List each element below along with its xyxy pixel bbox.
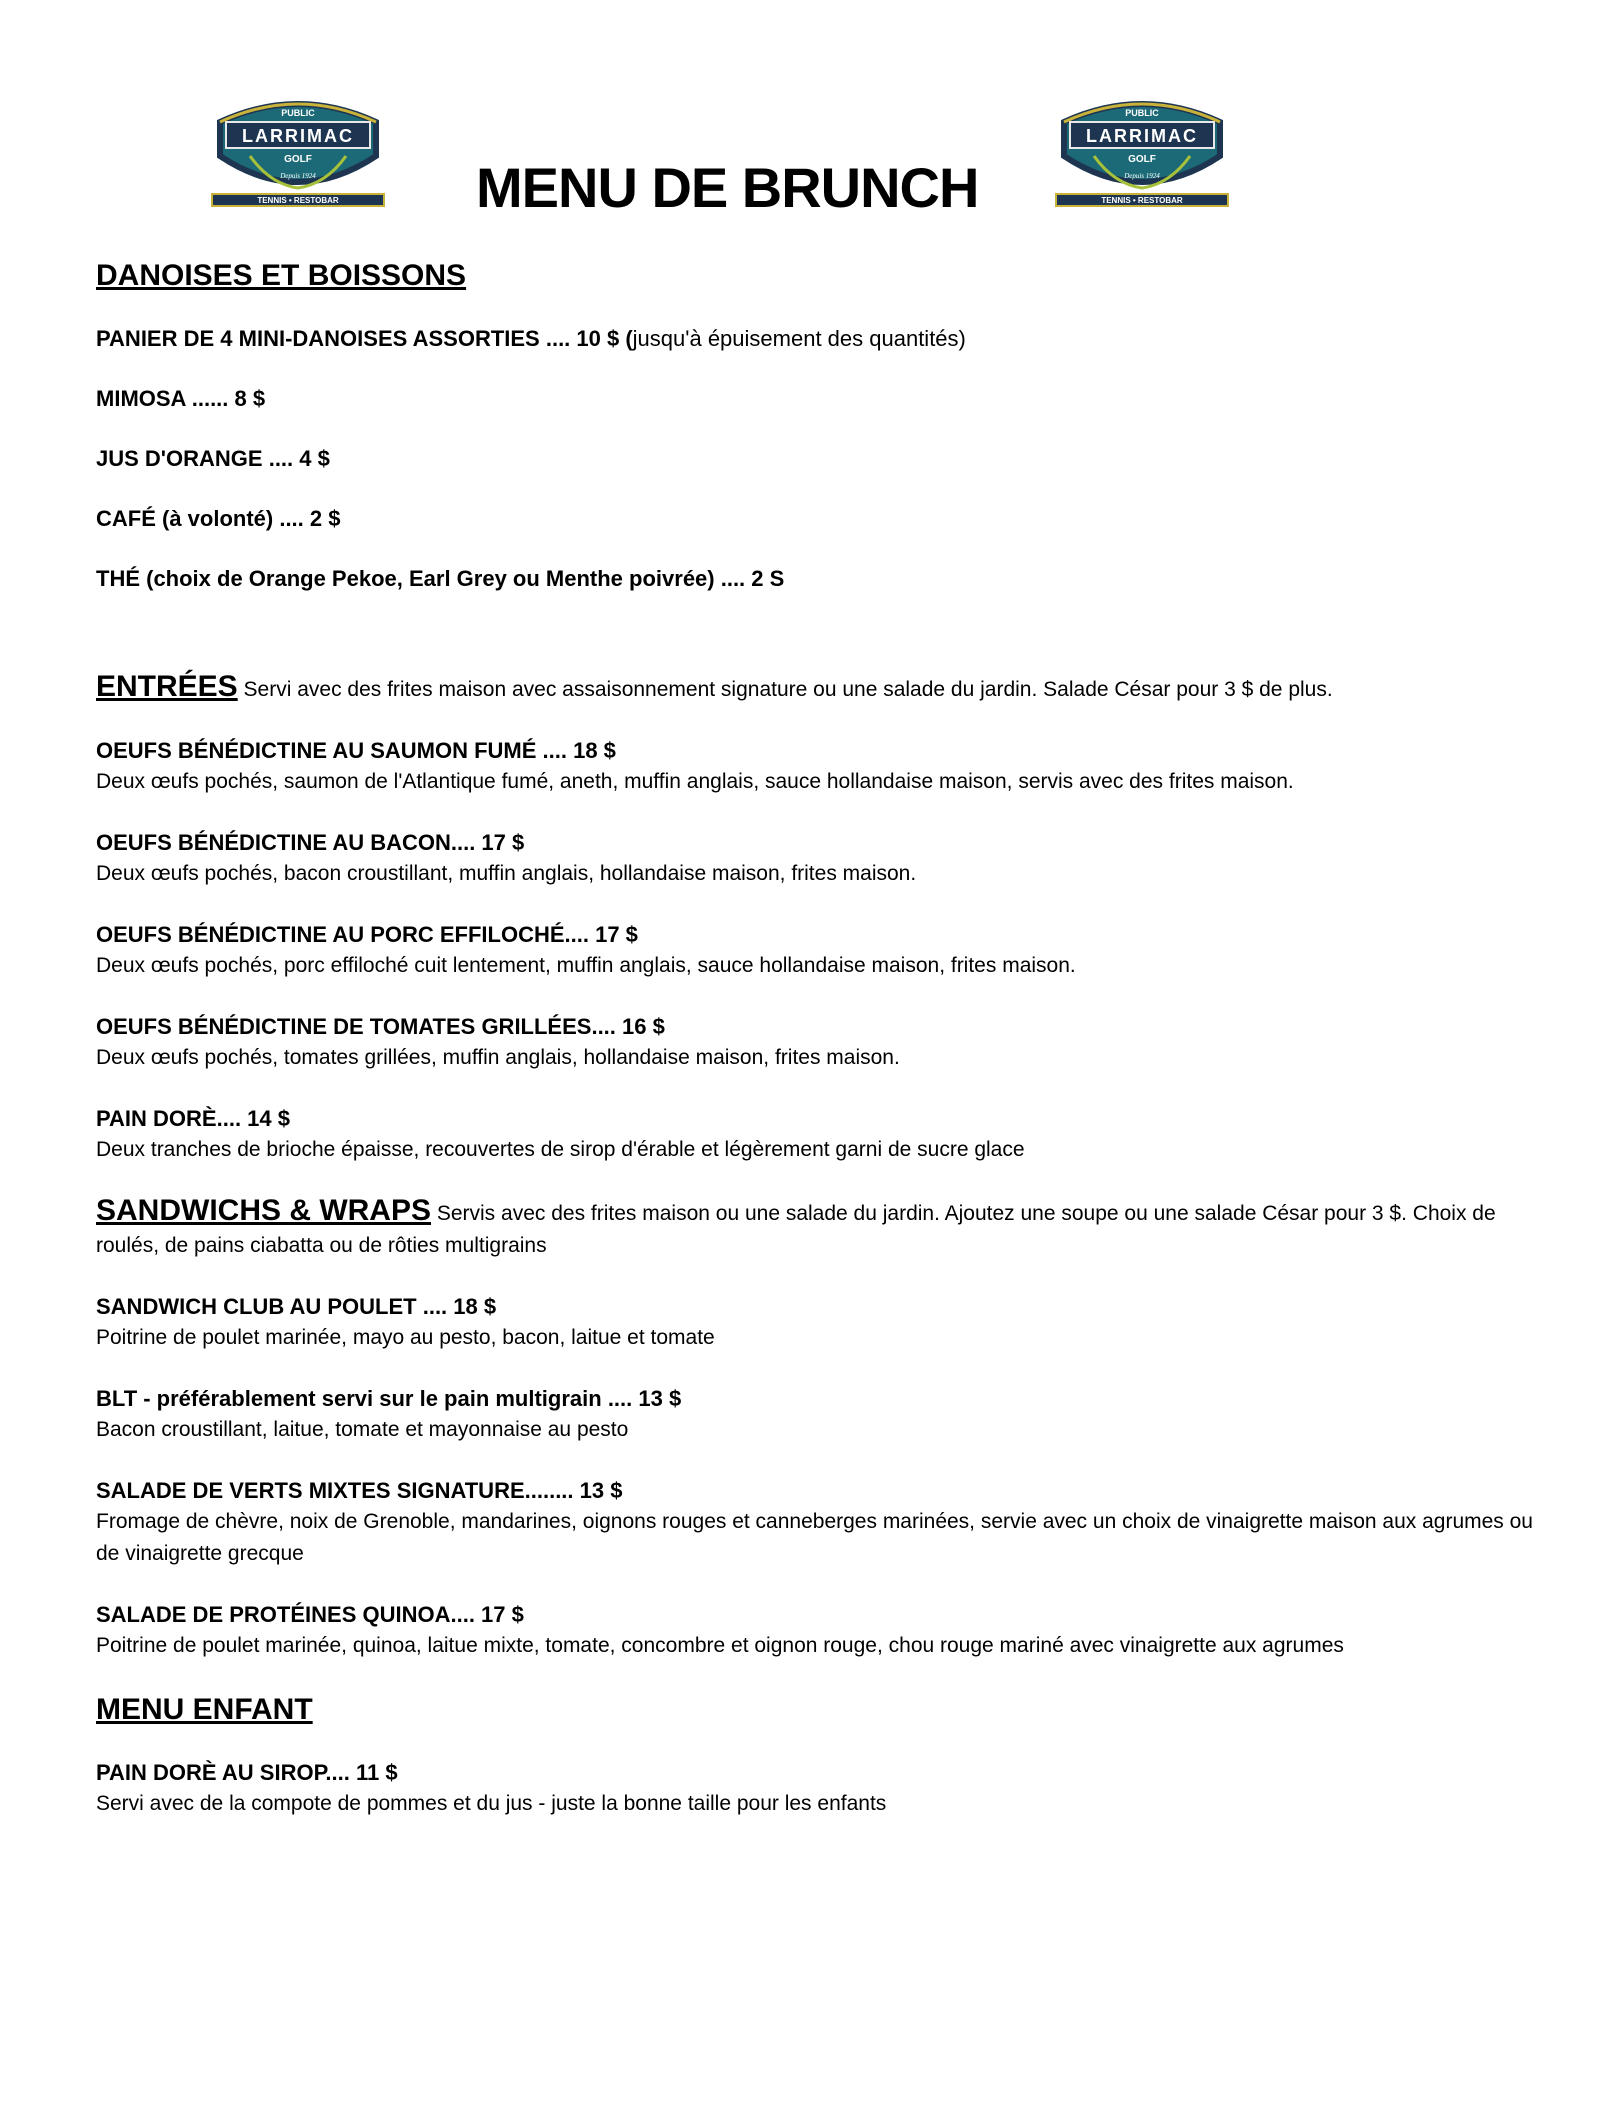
logo-sub-text: GOLF xyxy=(1128,154,1156,165)
section-kids xyxy=(96,1692,1536,1820)
item-description: Bacon croustillant, laitue, tomate et mayonnaise au pesto xyxy=(96,1418,629,1441)
menu-item xyxy=(96,736,1536,798)
logo-top-text: PUBLIC xyxy=(1125,108,1159,118)
item-name: JUS D'ORANGE .... 4 $ xyxy=(96,446,330,471)
item-name: OEUFS BÉNÉDICTINE AU PORC EFFILOCHÉ.... 17 $ xyxy=(96,922,638,947)
item-description: Deux œufs pochés, bacon croustillant, muffin anglais, hollandaise maison, frites maison. xyxy=(96,862,917,885)
section-heading: MENU ENFANT xyxy=(96,1693,313,1726)
logo-since-text: Depuis 1924 xyxy=(1124,172,1160,180)
logo-bottom-text: TENNIS • RESTOBAR xyxy=(257,196,339,205)
section-entrees xyxy=(96,672,1536,1166)
menu-content xyxy=(96,258,1536,1820)
section-note: Servis avec des frites maison ou une salade du jardin. Ajoutez une soupe ou une salade César pour 3 $. Choix de roulés, de pains ciabatta ou de rôties multigrains xyxy=(96,1202,1496,1257)
menu-item xyxy=(96,504,1536,534)
menu-item xyxy=(96,444,1536,474)
item-description: Deux tranches de brioche épaisse, recouvertes de sirop d'érable et légèrement garni de sucre glace xyxy=(96,1138,1025,1161)
item-description: Deux œufs pochés, porc effiloché cuit lentement, muffin anglais, sauce hollandaise maison, frites maison. xyxy=(96,954,1076,977)
menu-item xyxy=(96,384,1536,414)
item-name: SALADE DE PROTÉINES QUINOA.... 17 $ xyxy=(96,1602,524,1627)
logo-since-text: Depuis 1924 xyxy=(280,172,316,180)
item-name: THÉ (choix de Orange Pekoe, Earl Grey ou Menthe poivrée) .... 2 S xyxy=(96,566,785,591)
item-name: PANIER DE 4 MINI-DANOISES ASSORTIES .... 10 $ ( xyxy=(96,326,633,351)
section-drinks xyxy=(96,258,1536,594)
menu-item xyxy=(96,920,1536,982)
item-description: Deux œufs pochés, saumon de l'Atlantique fumé, aneth, muffin anglais, sauce hollandaise maison, servis avec des frites maison. xyxy=(96,770,1294,793)
item-description: Fromage de chèvre, noix de Grenoble, mandarines, oignons rouges et canneberges marinées, servie avec un choix de vinaigrette maison aux agrumes ou de vinaigrette grecque xyxy=(96,1510,1533,1565)
item-name: MIMOSA ...... 8 $ xyxy=(96,386,266,411)
item-name: OEUFS BÉNÉDICTINE AU SAUMON FUMÉ .... 18 $ xyxy=(96,738,616,763)
menu-item xyxy=(96,1292,1536,1354)
section-heading: DANOISES ET BOISSONS xyxy=(96,259,467,292)
larrimac-logo-right xyxy=(1054,92,1230,210)
item-name: BLT - préférablement servi sur le pain multigrain .... 13 $ xyxy=(96,1386,682,1411)
section-sandwiches xyxy=(96,1196,1536,1662)
logo-sub-text: GOLF xyxy=(284,154,312,165)
menu-item xyxy=(96,1384,1536,1446)
menu-item xyxy=(96,1012,1536,1074)
logo-name-text: LARRIMAC xyxy=(1086,126,1198,146)
section-heading: ENTRÉES xyxy=(96,670,238,703)
item-name: SALADE DE VERTS MIXTES SIGNATURE........ 13 $ xyxy=(96,1478,623,1503)
menu-item xyxy=(96,1104,1536,1166)
menu-item xyxy=(96,564,1536,594)
page-title: MENU DE BRUNCH xyxy=(476,156,979,219)
section-note: Servi avec des frites maison avec assaisonnement signature ou une salade du jardin. Salade César pour 3 $ de plus. xyxy=(237,678,1333,701)
larrimac-logo-left xyxy=(210,92,386,210)
menu-item xyxy=(96,1600,1536,1662)
item-description: Deux œufs pochés, tomates grillées, muffin anglais, hollandaise maison, frites maison. xyxy=(96,1046,900,1069)
item-description: Servi avec de la compote de pommes et du jus - juste la bonne taille pour les enfants xyxy=(96,1792,887,1815)
logo-top-text: PUBLIC xyxy=(281,108,315,118)
item-name: SANDWICH CLUB AU POULET .... 18 $ xyxy=(96,1294,497,1319)
menu-item xyxy=(96,1476,1536,1570)
item-name: CAFÉ (à volonté) .... 2 $ xyxy=(96,506,341,531)
item-name: PAIN DORÈ AU SIROP.... 11 $ xyxy=(96,1760,398,1785)
item-name: OEUFS BÉNÉDICTINE AU BACON.... 17 $ xyxy=(96,830,525,855)
menu-item xyxy=(96,1758,1536,1820)
item-note: jusqu'à épuisement des quantités) xyxy=(632,326,966,351)
item-description: Poitrine de poulet marinée, mayo au pesto, bacon, laitue et tomate xyxy=(96,1326,715,1349)
logo-bottom-text: TENNIS • RESTOBAR xyxy=(1101,196,1183,205)
item-description: Poitrine de poulet marinée, quinoa, laitue mixte, tomate, concombre et oignon rouge, chou rouge mariné avec vinaigrette aux agrumes xyxy=(96,1634,1344,1657)
menu-item xyxy=(96,324,1536,354)
item-name: PAIN DORÈ.... 14 $ xyxy=(96,1106,290,1131)
logo-name-text: LARRIMAC xyxy=(242,126,354,146)
section-heading: SANDWICHS & WRAPS xyxy=(96,1194,431,1227)
menu-item xyxy=(96,828,1536,890)
item-name: OEUFS BÉNÉDICTINE DE TOMATES GRILLÉES.... 16 $ xyxy=(96,1014,665,1039)
